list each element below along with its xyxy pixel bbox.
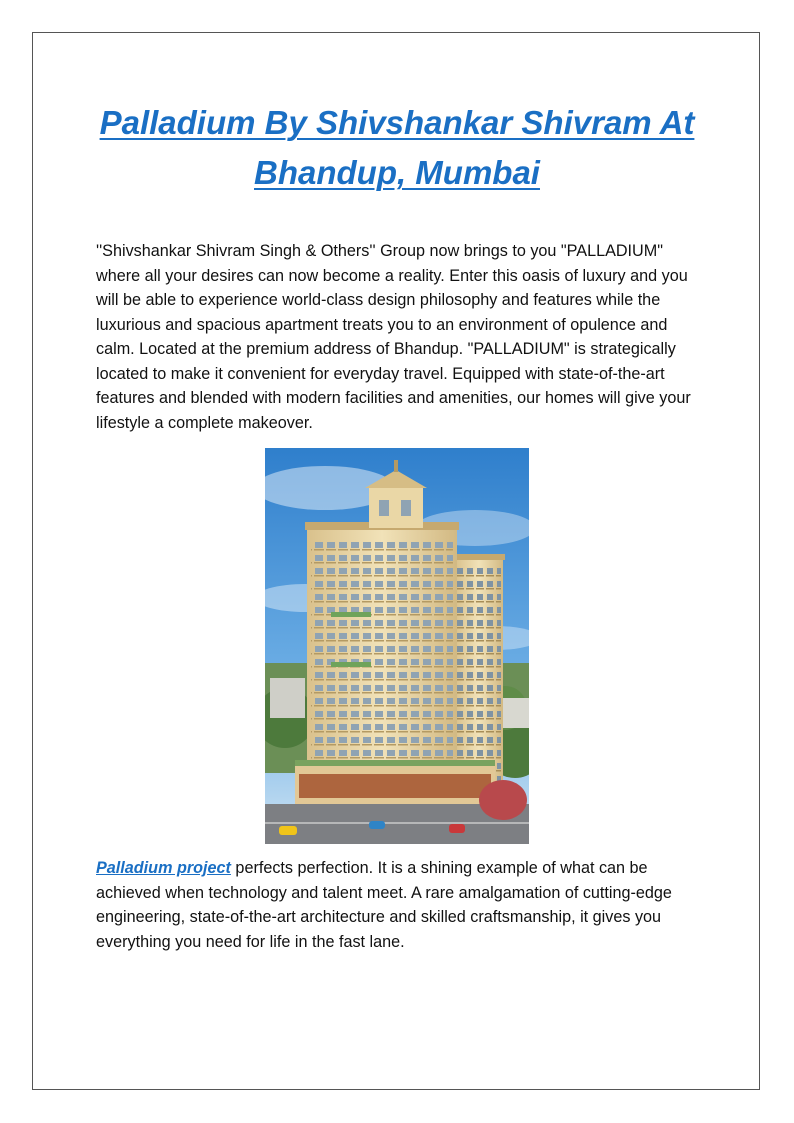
page-title[interactable]: Palladium By Shivshankar Shivram At Bhandup, Mumbai <box>99 104 695 191</box>
building-image <box>265 448 529 844</box>
intro-paragraph: ''Shivshankar Shivram Singh & Others'' Group now brings to you "PALLADIUM" where all your desires can now become a reality. Enter this oasis of luxury and you will be able to experience world-class design philosophy and features while the luxurious and spacious apartment treats you to an environment of opulence and calm. Located at the premium address of Bhandup. "PALLADIUM" is strategically located to make it convenient for everyday travel. Equipped with state-of-the-art features and blended with modern facilities and amenities, our homes will give your lifestyle a complete makeover. <box>96 242 691 432</box>
closing-paragraph-text: perfects perfection. It is a shining example of what can be achieved when technology and talent meet. A rare amalgamation of cutting-edge engineering, state-of-the-art architecture and skilled craftsmanship, it gives you everything you need for life in the fast lane. <box>96 859 672 951</box>
closing-paragraph <box>96 856 702 954</box>
palladium-project-link[interactable]: Palladium project <box>96 859 231 877</box>
